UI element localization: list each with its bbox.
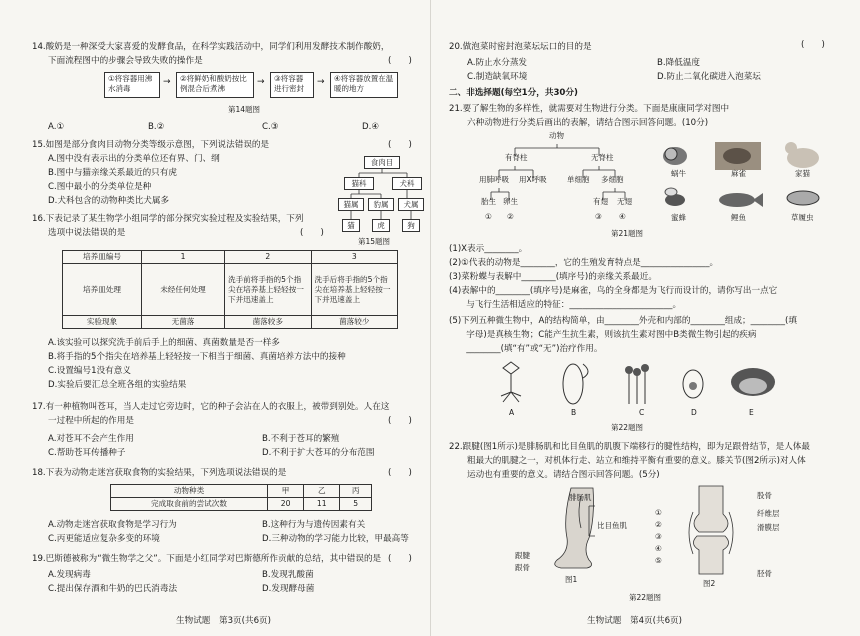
q21-sub: (5)下列五种微生物中，A的结构简单，由________外壳和内部的________组成；________(填 [449,316,797,326]
microbe-illustrations [491,358,791,410]
q18-option-b: B.这种行为与遗传因素有关 [262,520,366,530]
q14-option-c: C.③ [262,122,279,132]
table-cell: 洗手后将手指的5个指尖在培养基上轻轻按一下并迅速盖上 [311,264,398,316]
table-header: 2 [225,251,312,264]
q17-option-b: B.不利于苍耳的繁殖 [262,434,340,444]
fig22-caption: 第22题图 [629,593,662,602]
q17-paren: ( ) [388,416,412,426]
q18-stem: 18.下表为动物走迷宫获取食物的实验结果，下列选项说法错误的是 [32,468,287,478]
table-cell: 洗手前将手指的5个指尖在培养基上轻轻按一下并迅速盖上 [225,264,312,316]
q20-paren: ( ) [801,40,825,50]
tree-genus-cat: 猫属 [338,198,364,211]
bee-icon [665,188,685,206]
fig21-caption: 第21题图 [611,229,644,238]
cat-icon [785,142,819,168]
q14-stem2: 下面流程图中的步骤会导致失败的操作是 [48,56,203,66]
leg-label: 跟腱 [515,551,530,560]
q22-stem: 22.跟腱(图1所示)是腓肠肌和比目鱼肌的肌腹下端移行的腱性结构，即为足跟骨结节，是人体最 [449,442,810,452]
fig2-caption: 图2 [703,579,716,588]
tree-node: 胎生 [481,197,496,206]
flow-arrow: → [317,77,325,87]
tree-node: 卵生 [503,197,518,206]
sparrow-icon [715,142,761,170]
table-header: 3 [311,251,398,264]
q16-option-b: B.将手指的5个指尖在培养基上轻轻按一下相当于细菌、真菌培养方法中的接种 [48,352,346,362]
table-cell: 实验现象 [63,316,142,329]
table-cell: 菌落较少 [311,316,398,329]
animal-label: 草履虫 [791,213,814,222]
q15-option-c: C.图中最小的分类单位是种 [48,182,152,192]
table-cell: 培养皿处理 [63,264,142,316]
right-page [430,0,860,636]
q14-option-b: B.② [148,122,165,132]
knee-mark: ① [655,508,662,517]
leg-label: 腓肠肌 [569,493,592,502]
q17-option-a: A.对苍耳不会产生作用 [48,434,134,444]
fig14-caption: 第14题图 [228,105,261,114]
q22-stem3: 运动也有重要的意义。请结合图示回答问题。(5分) [467,470,660,480]
q19-option-c: C.提出保存酒和牛奶的巴氏消毒法 [48,584,178,594]
flow-step-4: ④将容器放置在温暖的地方 [330,72,398,98]
q21-sub: (4)表解中的________(填序号)是麻雀，鸟的全身都是为飞行而设计的，请你写出一点它 [449,286,778,296]
q16-table [62,250,398,329]
q18-paren: ( ) [388,468,412,478]
tree-node: 用X呼吸 [519,175,547,184]
microbe-label: E [749,408,754,417]
q16-stem: 16.下表记录了某生物学小组同学的部分探究实验过程及实验结果，下列 [32,214,304,224]
mushroom-icon [731,368,775,396]
tree-family-cat: 猫科 [344,177,374,190]
flow-step-3: ③将容器进行密封 [270,72,314,98]
q21-stem: 21.要了解生物的多样性，就需要对生物进行分类。下面是康康同学对图中 [449,104,730,114]
tree-node: 用肺呼吸 [479,175,509,184]
q18-option-a: A.动物走迷宫获取食物是学习行为 [48,520,177,530]
q18-option-d: D.三种动物的学习能力比较，甲最高等 [262,534,409,544]
fig-caption: 第22题图 [611,423,644,432]
table-cell: 11 [304,498,340,511]
tree-mark: ② [507,212,514,221]
tree-species-cat: 猫 [342,219,360,232]
microbe-label: D [691,408,697,417]
q20-stem: 20.做泡菜时密封泡菜坛坛口的目的是 [449,42,592,52]
q15-stem: 15.如图是部分食肉目动物分类等级示意图，下列说法错误的是 [32,140,270,150]
animal-label: 蜗牛 [671,169,686,178]
flow-step-1: ①将容器用沸水消毒 [104,72,160,98]
section-title: 二、非选择题(每空1分，共30分) [449,88,578,98]
table-cell: 未经任何处理 [142,264,225,316]
q21-sub: 与飞行生活相适应的特征：________________________。 [449,300,682,310]
q21-stem2: 六种动物进行分类后画出的表解，请结合图示回答问题。(10分) [467,118,709,128]
q16-option-c: C.设置编号1没有意义 [48,366,131,376]
knee-label: 纤维层 [757,509,780,518]
mold-icon [625,364,649,404]
tree-node: 无脊柱 [591,153,614,162]
tree-root: 动物 [549,131,564,140]
table-cell: 无菌落 [142,316,225,329]
q16-stem2: 选项中说法错误的是 [48,228,126,238]
tree-mark: ① [485,212,492,221]
table-header: 丙 [340,485,372,498]
q19-option-d: D.发现酵母菌 [262,584,315,594]
table-cell: 20 [268,498,304,511]
q19-option-b: B.发现乳酸菌 [262,570,314,580]
tree-genus-panthera: 豹属 [368,198,394,211]
table-header: 培养皿编号 [63,251,142,264]
q14-paren: ( ) [388,56,412,66]
q21-sub: (2)①代表的动物是________，它的生殖发育特点是________________。 [449,258,719,268]
knee-mark: ④ [655,544,662,553]
q21-sub: ________(填“有”或“无”)治疗作用。 [449,344,603,354]
tree-mark: ③ [595,212,602,221]
page-footer: 生物试题 第3页(共6页) [176,616,271,626]
knee-mark: ⑤ [655,556,662,565]
microbe-label: C [639,408,645,417]
fig15-caption: 第15题图 [358,237,391,246]
leg-label: 跟骨 [515,563,530,572]
tree-connectors [336,168,430,220]
q19-stem: 19.巴斯德被称为“微生物学之父”。下面是小红同学对巴斯德所作贡献的总结，其中错误的是 [32,554,382,564]
tree-node: 无翅 [617,197,632,206]
q14-option-a: A.① [48,122,65,132]
q14-stem: 14.酸奶是一种深受大家喜爱的发酵食品，在科学实践活动中，同学们利用发酵技术制作酸奶， [32,42,390,52]
q18-option-c: C.丙更能适应复杂多变的环境 [48,534,160,544]
flow-arrow: → [257,77,265,87]
animal-label: 家猫 [795,169,810,178]
table-header: 1 [142,251,225,264]
q17-option-c: C.帮助苍耳传播种子 [48,448,126,458]
animal-label: 蜜蜂 [671,213,686,222]
table-header: 动物种类 [111,485,268,498]
q20-option-d: D.防止二氧化碳进入泡菜坛 [657,72,761,82]
tree-node: 有翅 [593,197,608,206]
knee-diagram [671,484,751,576]
q19-option-a: A.发现病毒 [48,570,91,580]
q16-option-d: D.实验后要汇总全班各组的实验结果 [48,380,187,390]
microbe-label: B [571,408,577,417]
tree-node: 有脊柱 [505,153,528,162]
q21-sub: (1)X表示________。 [449,244,528,254]
q15-paren: ( ) [388,140,412,150]
animal-label: 麻雀 [731,169,746,178]
fig1-caption: 图1 [565,575,578,584]
q20-option-b: B.降低温度 [657,58,701,68]
table-cell: 5 [340,498,372,511]
q20-option-c: C.制造缺氧环境 [467,72,528,82]
flow-step-2: ②将鲜奶和酸奶按比例混合后煮沸 [176,72,254,98]
q21-sub: (3)菜粉蝶与表解中________(填序号)的亲缘关系最近。 [449,272,657,282]
microbe-label: A [509,408,515,417]
knee-label: 股骨 [757,491,772,500]
knee-label: 胫骨 [757,569,772,578]
animal-label: 鲤鱼 [731,213,746,222]
q22-stem2: 粗最大的肌腱之一，对机体行走、站立和维持平衡有重要的意义。膝关节(图2所示)对人体 [467,456,806,466]
leg-label: 比目鱼肌 [597,521,627,530]
tree-node: 多细胞 [601,175,624,184]
flow-arrow: → [163,77,171,87]
q20-option-a: A.防止水分蒸发 [467,58,528,68]
q17-stem: 17.有一种植物叫苍耳，当人走过它旁边时，它的种子会沾在人的衣服上，被带到别处。人在这 [32,402,390,412]
table-cell: 完成取食前的尝试次数 [111,498,268,511]
snail-icon [663,147,687,165]
q15-option-a: A.图中没有表示出的分类单位还有界、门、纲 [48,154,220,164]
tree-node: 单细胞 [567,175,590,184]
tree-root: 食肉目 [364,156,400,169]
paramecium-icon [787,191,819,205]
knee-mark: ② [655,520,662,529]
table-header: 乙 [304,485,340,498]
q18-table [110,484,372,511]
table-cell: 菌落较多 [225,316,312,329]
q17-option-d: D.不利于扩大苍耳的分布范围 [262,448,375,458]
tree-species-tiger: 虎 [372,219,390,232]
bacterium-icon [563,364,588,404]
table-header: 甲 [268,485,304,498]
q15-option-d: D.犬科包含的动物种类比犬属多 [48,196,170,206]
q16-paren: ( ) [300,228,324,238]
tree-species-dog: 狗 [402,219,420,232]
virus-icon [501,362,521,402]
q14-option-d: D.④ [362,122,380,132]
q21-sub: 字母)是真核生物；C能产生抗生素，则该抗生素对图中B类微生物引起的疾病 [449,330,757,340]
q16-option-a: A.该实验可以探究洗手前后手上的细菌、真菌数量是否一样多 [48,338,280,348]
carp-icon [719,193,763,207]
knee-mark: ③ [655,532,662,541]
q17-stem2: 一过程中所起的作用是 [48,416,134,426]
tree-mark: ④ [619,212,626,221]
page-footer: 生物试题 第4页(共6页) [587,616,682,626]
tree-genus-canis: 犬属 [398,198,424,211]
knee-label: 滑膜层 [757,523,780,532]
tree-family-dog: 犬科 [392,177,422,190]
q19-paren: ( ) [388,554,412,564]
yeast-icon [683,370,703,398]
q15-option-b: B.图中与猫亲缘关系最近的只有虎 [48,168,177,178]
